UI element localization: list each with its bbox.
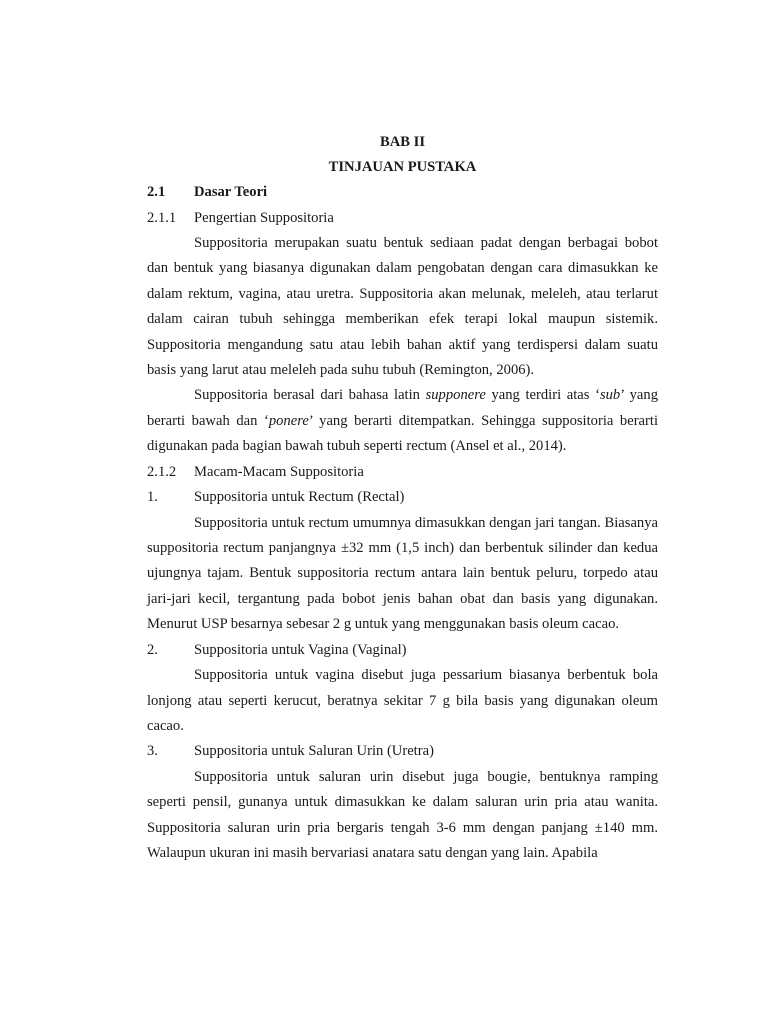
section-title: Pengertian Suppositoria xyxy=(194,209,334,226)
section-number: 2.1.1 xyxy=(147,209,177,226)
chapter-title: TINJAUAN PUSTAKA xyxy=(328,159,477,175)
italic-term: sub xyxy=(599,387,621,404)
paragraph-urethral: Suppositoria untuk saluran urin disebut juga bougie, bentuknya ramping seperti pensil, gunanya untuk dimasukkan ke dalam saluran urin pria atau wanita. Suppositoria saluran urin pria bergaris tengah 3-6 mm dengan panjang ±140 mm. Walaupun ukuran ini masih bervariasi anatara satu dengan yang lain. Apabila xyxy=(147,768,658,862)
list-item-3 xyxy=(147,739,658,765)
paragraph-vaginal: Suppositoria untuk vagina disebut juga pessarium biasanya berbentuk bola lonjong atau seperti kerucut, beratnya sekitar 7 g bila basis yang digunakan oleum cacao. xyxy=(147,667,658,734)
section-title: Dasar Teori xyxy=(194,184,268,200)
list-title: Suppositoria untuk Rectum (Rectal) xyxy=(194,489,405,506)
section-heading-2-1-1 xyxy=(147,206,658,232)
section-title: Macam-Macam Suppositoria xyxy=(194,463,364,480)
paragraph-rectal: Suppositoria untuk rectum umumnya dimasukkan dengan jari tangan. Biasanya suppositoria rectum panjangnya ±32 mm (1,5 inch) dan berbentuk silinder dan kedua ujungnya tajam. Bentuk suppositoria rectum antara lain bentuk peluru, torpedo atau jari-jari kecil, tergantung pada bobot jenis bahan obat dan basis yang digunakan. Menurut USP besarnya sebesar 2 g untuk yang menggunakan basis oleum cacao. xyxy=(147,514,658,633)
paragraph-definition: Suppositoria merupakan suatu bentuk sediaan padat dengan berbagai bobot dan bentuk yang biasanya digunakan dalam pengobatan dengan cara dimasukkan ke dalam rektum, vagina, atau uretra. Suppositoria akan melunak, meleleh, atau terlarut dalam cairan tubuh sehingga memberikan efek terapi lokal maupun sistemik. Suppositoria mengandung satu atau lebih bahan aktif yang terdispersi dalam suatu basis yang larut atau meleleh pada suhu tubuh (Remington, 2006). xyxy=(147,235,658,379)
list-item-2 xyxy=(147,638,658,664)
document-page xyxy=(147,130,658,867)
section-heading-2-1 xyxy=(147,180,658,206)
section-number: 2.1.2 xyxy=(147,463,177,480)
chapter-label: BAB II xyxy=(379,134,425,150)
section-number: 2.1 xyxy=(147,184,166,200)
text-run: ’ yang berarti ditempatkan. Sehingga suppositoria berarti digunakan pada bagian bawah tubuh seperti rectum (Ansel et al., 2014). xyxy=(147,412,659,455)
text-run: Suppositoria berasal dari bahasa latin xyxy=(194,387,426,404)
text-run: ’ yang berarti bawah dan ‘ xyxy=(147,387,658,429)
list-item-1 xyxy=(147,485,658,511)
italic-term: ponere xyxy=(268,412,309,429)
list-number: 1. xyxy=(147,489,158,506)
section-heading-2-1-2 xyxy=(147,460,658,486)
list-number: 2. xyxy=(147,641,158,658)
italic-term: supponere xyxy=(425,387,486,404)
list-title: Suppositoria untuk Saluran Urin (Uretra) xyxy=(194,743,434,760)
text-run: yang terdiri atas ‘ xyxy=(485,387,600,404)
list-title: Suppositoria untuk Vagina (Vaginal) xyxy=(194,641,407,658)
paragraph-etymology xyxy=(147,383,658,459)
list-number: 3. xyxy=(147,743,158,760)
